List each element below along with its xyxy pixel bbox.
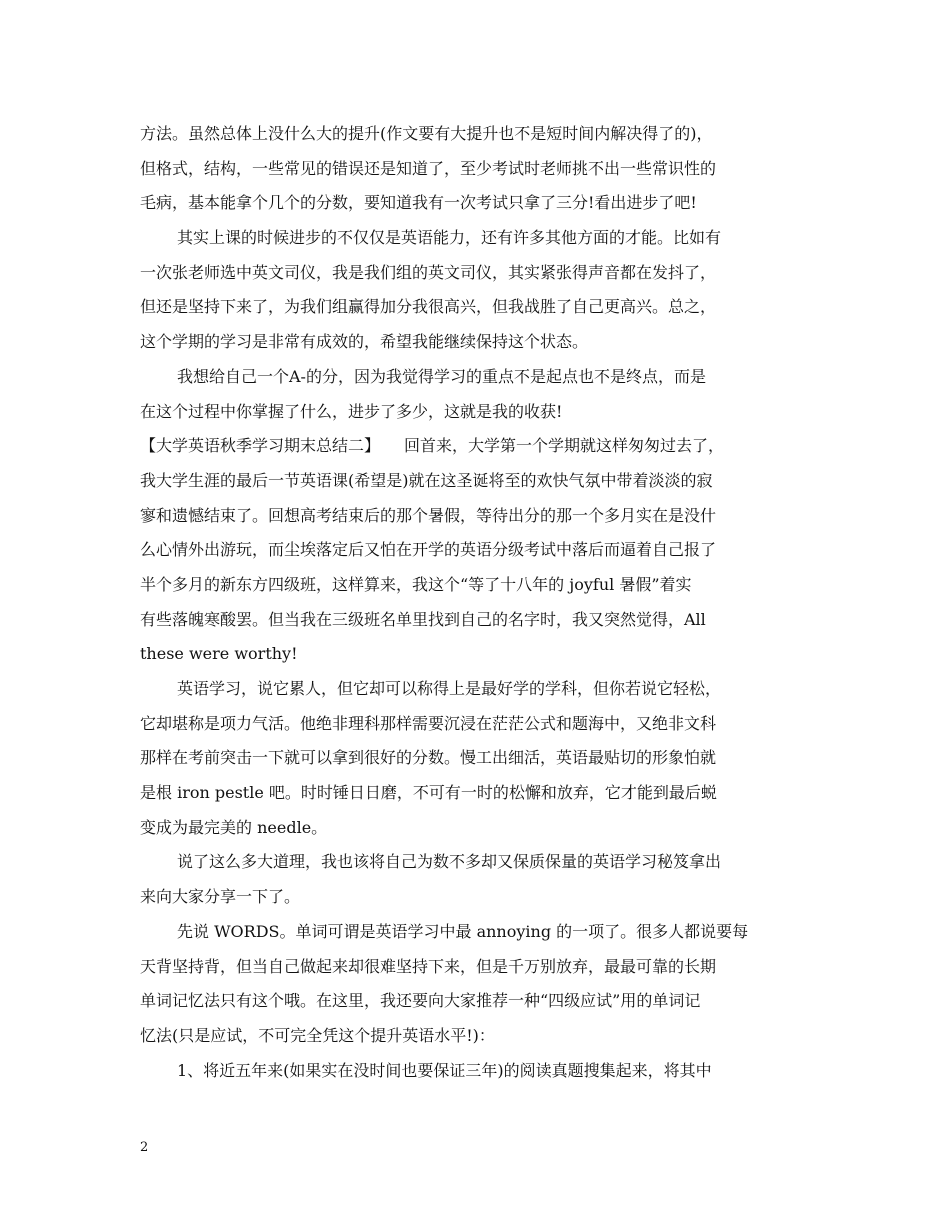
- text-line: 寥和遗憾结束了。回想高考结束后的那个暑假，等待出分的那一个多月实在是没什: [140, 505, 717, 525]
- text-line: 其实上课的时候进步的不仅仅是英语能力，还有许多其他方面的才能。比如有: [177, 228, 722, 248]
- text-line: these were worthy!: [140, 644, 298, 664]
- text-line: 方法。虽然总体上没什么大的提升(作文要有大提升也不是短时间内解决得了的)，: [140, 124, 713, 143]
- text-line: 这个学期的学习是非常有成效的，希望我能继续保持这个状态。: [140, 332, 589, 352]
- text-line: 但还是坚持下来了，为我们组赢得加分我很高兴，但我战胜了自己更高兴。总之，: [140, 297, 717, 317]
- text-line: 是根 iron pestle 吧。时时锤日日磨，不可有一时的松懈和放弃，它才能到最后蜕: [140, 783, 717, 803]
- text-line: 毛病，基本能拿个几个的分数，要知道我有一次考试只拿了三分!看出进步了吧!: [140, 193, 697, 213]
- text-line: 英语学习，说它累人，但它却可以称得上是最好学的学科，但你若说它轻松，: [177, 679, 722, 698]
- page-number: 2: [140, 1140, 149, 1155]
- text-line: 有些落魄寒酸罢。但当我在三级班名单里找到自己的名字时，我又突然觉得，All: [140, 609, 706, 629]
- text-line: 么心情外出游玩，而尘埃落定后又怕在开学的英语分级考试中落后而逼着自己报了: [140, 540, 717, 560]
- text-line: 它却堪称是项力气活。他绝非理科那样需要沉浸在茫茫公式和题海中，又绝非文科: [140, 713, 717, 733]
- text-line: 一次张老师选中英文司仪，我是我们组的英文司仪，其实紧张得声音都在发抖了，: [140, 262, 717, 282]
- text-line: 半个多月的新东方四级班，这样算来，我这个“等了十八年的 joyful 暑假”着实: [140, 574, 692, 594]
- text-line: 忆法(只是应试，不可完全凭这个提升英语水平!)：: [140, 1025, 495, 1045]
- text-line: 天背坚持背，但当自己做起来却很难坚持下来，但是千万别放弃，最最可靠的长期: [140, 956, 717, 976]
- document-body: [140, 117, 830, 1088]
- text-line: 在这个过程中你掌握了什么，进步了多少，这就是我的收获!: [140, 401, 563, 421]
- text-line: 来向大家分享一下了。: [140, 887, 301, 907]
- text-line: 说了这么多大道理，我也该将自己为数不多却又保质保量的英语学习秘笈拿出: [177, 852, 722, 872]
- text-line: 我想给自己一个A-的分，因为我觉得学习的重点不是起点也不是终点，而是: [177, 366, 706, 386]
- text-line: 但格式，结构，一些常见的错误还是知道了，至少考试时老师挑不出一些常识性的: [140, 158, 717, 178]
- text-line: 我大学生涯的最后一节英语课(希望是)就在这圣诞将至的欢快气氛中带着淡淡的寂: [140, 470, 713, 490]
- text-line: 那样在考前突击一下就可以拿到很好的分数。慢工出细活，英语最贴切的形象怕就: [140, 748, 717, 768]
- text-line: 【大学英语秋季学习期末总结二】 回首来，大学第一个学期就这样匆匆过去了，: [140, 436, 725, 456]
- text-line: 1、将近五年来(如果实在没时间也要保证三年)的阅读真题搜集起来，将其中: [177, 1060, 712, 1080]
- text-line: 变成为最完美的 needle。: [140, 817, 328, 837]
- text-line: 单词记忆法只有这个哦。在这里，我还要向大家推荐一种“四级应试”用的单词记: [140, 991, 701, 1011]
- text-line: 先说 WORDS。单词可谓是英语学习中最 annoying 的一项了。很多人都说要每: [177, 921, 749, 941]
